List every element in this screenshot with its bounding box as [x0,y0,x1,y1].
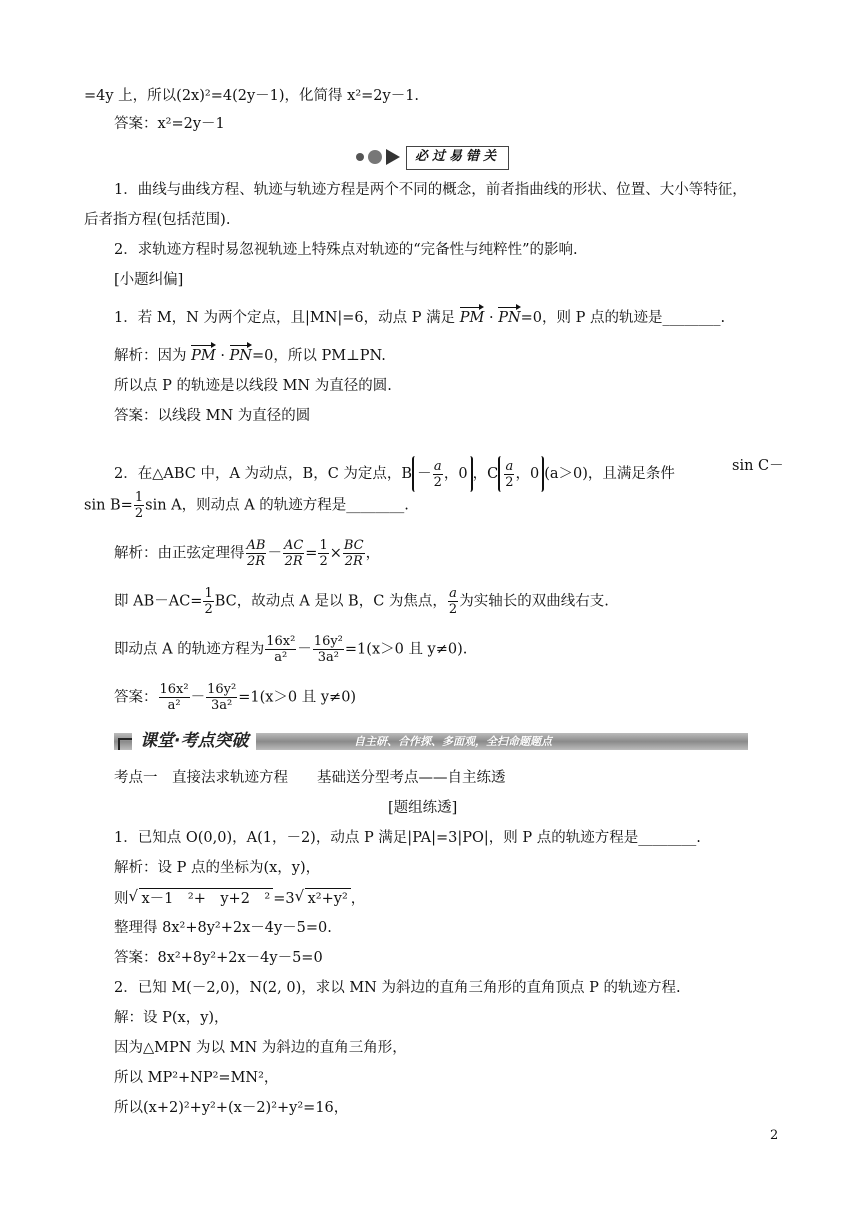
text: BC，故动点 A 是以 B，C 为焦点， [214,593,447,610]
text: 为实轴长的双曲线右支. [459,593,609,610]
denominator: 2R [344,554,363,569]
point-c-coord [498,456,544,492]
minus-sign: － [417,466,432,482]
q1-stem: 1．若 M，N 为两个定点，且|MN|=6，动点 P 满足 [114,310,456,326]
numerator: AC [283,538,304,553]
text: sin A，则动点 A 的轨迹方程是________. [145,497,409,514]
p2-step: 所以 MP²+NP²=MN²， [114,1070,279,1086]
banner-hook-icon [118,738,132,750]
p1-equation [114,888,365,909]
times-sign: × [329,545,342,562]
text: =3 [273,891,295,907]
problem-2: 2．已知 M(－2,0)，N(2, 0)，求以 MN 为斜边的直角三角形的直角顶点 P 的轨迹方程. [114,980,681,996]
denominator: 2 [134,506,144,521]
numerator: 1 [204,586,213,601]
numerator: AB [246,538,266,553]
text: =1(x＞0 且 y≠0). [344,641,468,658]
denominator: 2R [246,554,265,569]
banner-subtitle: 自主研、合作探、多面观，全扫命题题点 [354,735,552,748]
q1-analysis-2: 所以点 P 的轨迹是以线段 MN 为直径的圆. [114,378,392,394]
numerator: 1 [319,538,328,553]
problem-1: 1．已知点 O(0,0)，A(1，－2)，动点 P 满足|PA|=3|PO|，则 P 点的轨迹方程是________. [114,830,701,846]
fraction [283,538,304,569]
text-line: 2．求轨迹方程时易忽视轨迹上特殊点对轨迹的“完备性与纯粹性”的影响. [114,242,578,258]
numerator: a [505,458,514,474]
q2-stem-e: sin C－ [732,458,784,474]
comma: ， [365,545,381,562]
denominator: a² [167,698,181,713]
p1-analysis: 解析：设 P 点的坐标为(x，y)， [114,860,321,876]
q2-analysis-3 [114,634,467,665]
subsection-label: [题组练透] [388,800,458,816]
question-1 [114,308,725,328]
numerator: a [433,458,442,474]
fraction [313,634,344,665]
point-b-coord [412,456,473,492]
fraction-one-half [318,538,328,569]
numerator: 1 [134,490,144,505]
text: 答案： [114,689,158,706]
minus-sign: － [297,641,312,658]
q2-stem-c: ，C [472,466,499,482]
fraction [433,459,443,490]
q1-analysis-end: =0，所以 PM⊥PN. [252,348,386,364]
p2-step: 所以(x+2)²+y²+(x－2)²+y²=16， [114,1100,349,1116]
numerator: 16x² [159,682,189,697]
vector-pm: PM [191,348,216,364]
fraction [265,634,296,665]
page-number: 2 [770,1128,779,1143]
arrow-icon [386,149,400,165]
text: 即动点 A 的轨迹方程为 [114,641,265,658]
denominator: 3a² [211,698,233,713]
denominator: 2 [433,474,442,490]
text: 即 AB－AC= [114,593,203,610]
denominator: 2 [505,474,514,490]
vector-pn: PN [229,348,252,364]
fraction-one-half [134,490,144,521]
q2-analysis [114,538,380,569]
denominator: 2 [204,602,213,617]
numerator: 16y² [207,682,237,697]
q1-stem-end: =0，则 P 点的轨迹是________. [520,310,726,326]
banner-title: 必过易错关 [406,146,509,170]
coord-zero: ，0 [443,466,468,482]
fraction [504,459,514,490]
fraction-one-half [203,586,213,617]
denominator: a² [274,650,288,665]
denominator: 2R [284,554,303,569]
q2-stem: 2．在△ABC 中，A 为动点，B，C 为定点，B [114,466,413,482]
numerator: a [449,586,457,601]
q1-answer: 答案：以线段 MN 为直径的圆 [114,408,311,424]
fraction [448,586,458,617]
numerator: BC [343,538,364,553]
sqrt-expression: √ x－1 ²+ y+2 ² [139,888,274,909]
question-2 [114,456,675,492]
fraction [246,538,267,569]
bullet-dot-icon [356,153,364,161]
text: sin B= [84,497,133,514]
q2-stem-line2 [84,490,409,521]
q1-analysis [114,346,386,366]
q2-answer [114,682,356,713]
text-line: 1．曲线与曲线方程、轨迹与轨迹方程是两个不同的概念，前者指曲线的形状、位置、大小等特征， [114,182,747,198]
section-banner-errors [356,146,532,168]
dot-operator: · [220,348,225,364]
denominator: 2 [448,602,458,617]
equals-sign: = [305,545,318,562]
denominator: 2 [319,554,328,569]
p1-simplify: 整理得 8x²+8y²+2x－4y－5=0. [114,920,332,936]
answer-line: 答案：x²=2y－1 [114,116,225,132]
topic-heading: 考点一 直接法求轨迹方程 基础送分型考点——自主练透 [114,770,506,786]
minus-sign: － [267,545,282,562]
subsection-label: [小题纠偏] [114,272,184,288]
text: 解析：由正弦定理得 [114,545,245,562]
bullet-dot-icon [368,150,382,164]
fraction [159,682,190,713]
fraction [206,682,237,713]
p1-answer: 答案：8x²+8y²+2x－4y－5=0 [114,950,323,966]
p2-solution: 解：设 P(x，y)， [114,1010,229,1026]
q2-stem-d: (a＞0)，且满足条件 [544,466,675,482]
text-line: 后者指方程(包括范围). [84,212,231,228]
banner-title: 课堂·考点突破 [132,728,256,754]
sqrt-expression: √ x²+y² [305,888,351,909]
text: =1(x＞0 且 y≠0) [238,689,357,706]
text: 则 [114,891,129,907]
numerator: 16x² [266,634,296,649]
vector-pn: PN [498,310,521,326]
numerator: 16y² [313,634,343,649]
section-banner-classroom [114,728,748,754]
q1-analysis-label: 解析：因为 [114,348,187,364]
p2-step: 因为△MPN 为以 MN 为斜边的直角三角形， [114,1040,407,1056]
minus-sign: － [190,689,206,706]
text-line: =4y 上，所以(2x)²=4(2y－1)，化简得 x²=2y－1. [84,88,420,104]
denominator: 3a² [317,650,339,665]
dot-operator: · [488,310,494,326]
q2-analysis-2 [114,586,609,617]
vector-pm: PM [459,310,485,326]
fraction [343,538,365,569]
coord-zero: ，0 [515,466,540,482]
text: ， [350,891,366,907]
